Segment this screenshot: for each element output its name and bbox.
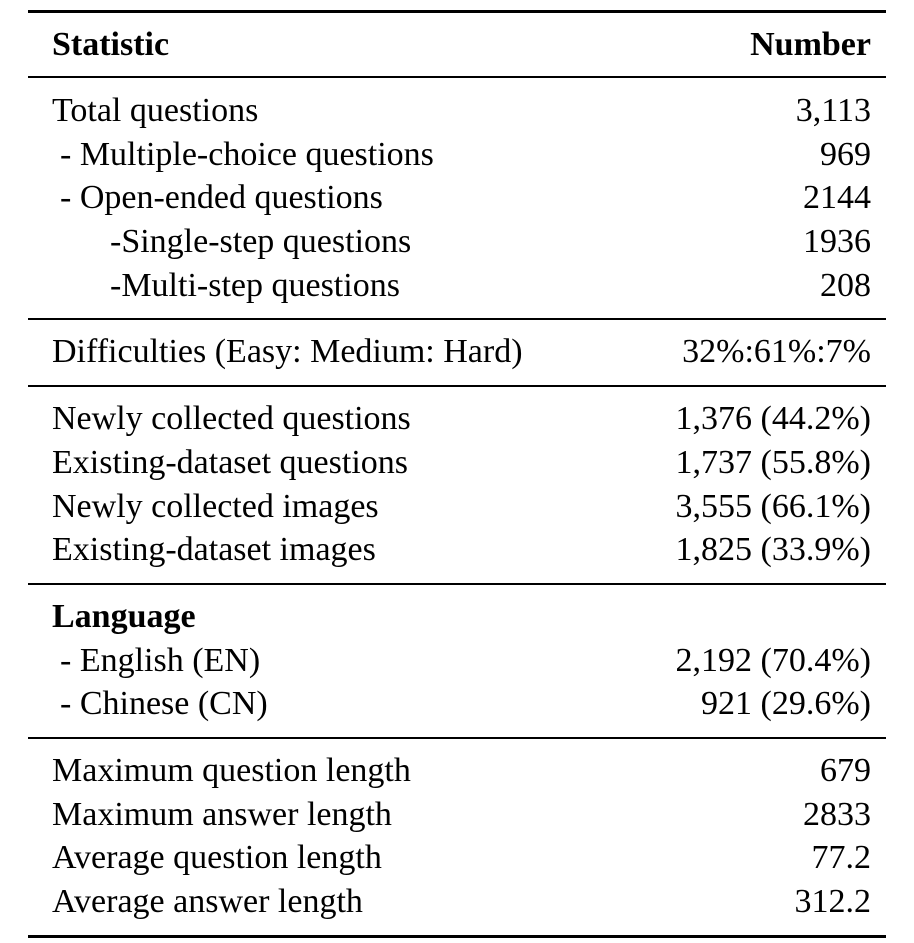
row-label: Total questions xyxy=(52,92,259,129)
row-label: -Single-step questions xyxy=(110,223,412,261)
row-label: - English (EN) xyxy=(60,641,261,679)
row-value: 1936 xyxy=(803,223,871,261)
row-value: 1,825 (33.9%) xyxy=(675,531,871,569)
sources-group xyxy=(28,387,886,583)
difficulty-group xyxy=(28,320,886,385)
table-row xyxy=(28,264,886,308)
row-value: 208 xyxy=(820,266,871,304)
row-value: 1,737 (55.8%) xyxy=(675,443,871,481)
header-row xyxy=(28,13,886,76)
row-value: 32%:61%:7% xyxy=(682,333,871,371)
lengths-group xyxy=(28,739,886,935)
row-label: Newly collected questions xyxy=(52,400,411,438)
row-label: Average question length xyxy=(52,839,382,877)
language-group xyxy=(28,585,886,737)
row-value: 2,192 (70.4%) xyxy=(675,641,871,679)
table-row xyxy=(28,133,886,177)
table-row xyxy=(28,682,886,726)
table-row xyxy=(28,639,886,683)
row-label: Average answer length xyxy=(52,883,363,920)
row-value: 2144 xyxy=(803,179,871,217)
table-row xyxy=(28,485,886,529)
row-value: 921 (29.6%) xyxy=(701,685,871,723)
language-title-row xyxy=(28,595,886,639)
row-label: - Multiple-choice questions xyxy=(60,135,434,173)
table-row xyxy=(28,89,886,133)
table-row xyxy=(28,176,886,220)
table-row xyxy=(28,749,886,793)
bottom-rule xyxy=(28,935,886,938)
table-row xyxy=(28,836,886,880)
row-label: Existing-dataset images xyxy=(52,531,376,569)
row-value: 969 xyxy=(820,135,871,173)
counts-group xyxy=(28,78,886,318)
row-label: Maximum answer length xyxy=(52,795,392,833)
statistics-table xyxy=(28,10,886,938)
language-title: Language xyxy=(52,597,196,635)
row-value: 679 xyxy=(820,751,871,789)
table-row xyxy=(28,793,886,837)
row-label: -Multi-step questions xyxy=(110,266,400,304)
row-value: 2833 xyxy=(803,795,871,833)
row-value: 3,555 (66.1%) xyxy=(675,487,871,525)
row-value: 312.2 xyxy=(794,883,871,920)
row-value: 3,113 xyxy=(795,92,871,129)
row-value: 77.2 xyxy=(811,839,871,877)
table-row xyxy=(28,528,886,572)
row-label: - Chinese (CN) xyxy=(60,685,268,723)
table-row xyxy=(28,441,886,485)
row-label: Newly collected images xyxy=(52,487,379,525)
table-row xyxy=(28,397,886,441)
table-row xyxy=(28,880,886,924)
table-row xyxy=(28,330,886,374)
row-label: Maximum question length xyxy=(52,751,411,789)
row-label: - Open-ended questions xyxy=(60,179,383,217)
row-label: Difficulties (Easy: Medium: Hard) xyxy=(52,333,523,371)
row-value: 1,376 (44.2%) xyxy=(675,400,871,438)
table-row xyxy=(28,220,886,264)
row-label: Existing-dataset questions xyxy=(52,443,409,481)
header-statistic: Statistic xyxy=(52,26,170,63)
header-number: Number xyxy=(750,26,871,63)
